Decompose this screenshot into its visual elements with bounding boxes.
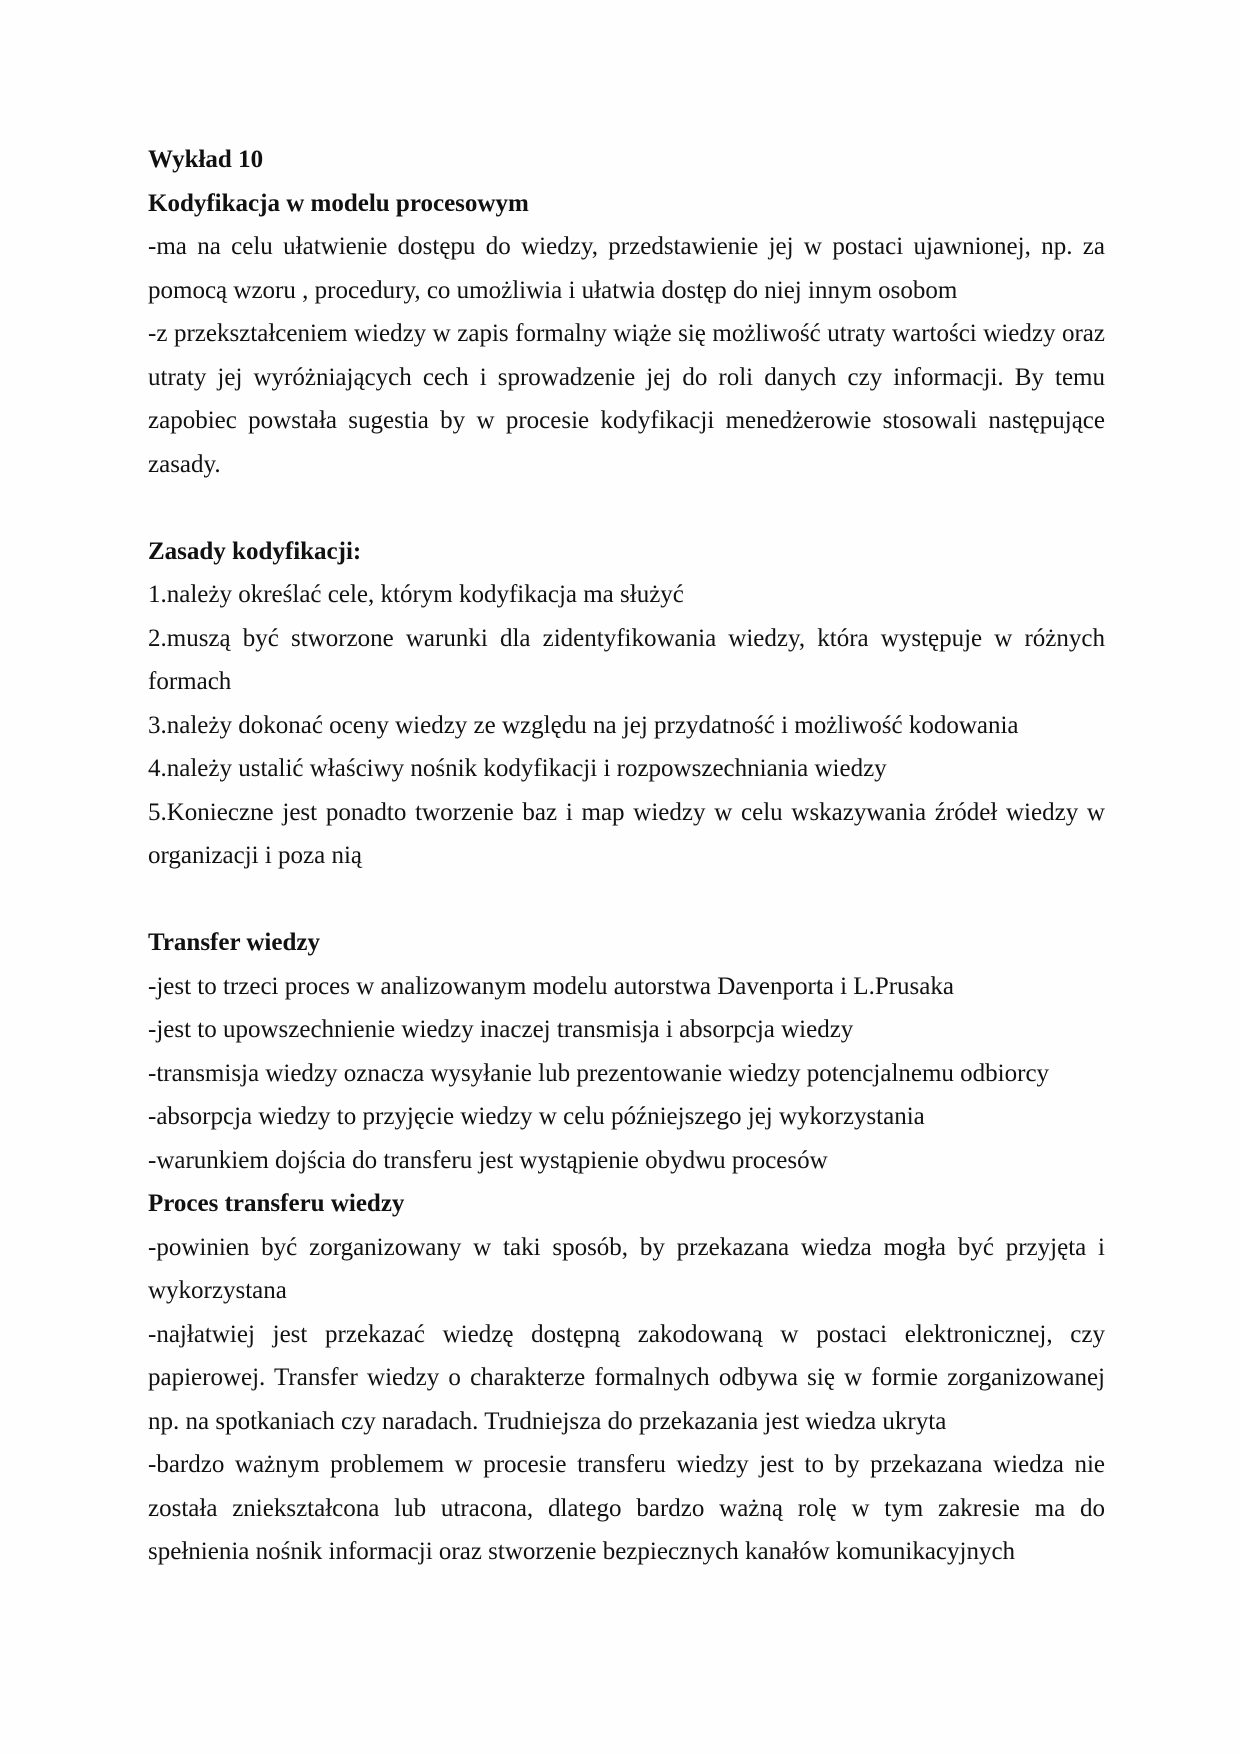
heading-kodyfikacja-w-modelu-procesowym: Kodyfikacja w modelu procesowym [148,189,529,217]
para-trzeci-proces: -jest to trzeci proces w analizowanym modelu autorstwa Davenporta i L.Prusaka [148,972,954,1000]
blank-line [148,878,1105,922]
para-cel-kodyfikacji: -ma na celu ułatwienie dostępu do wiedzy, przedstawienie jej w postaci ujawnionej, np. za pomocą wzoru , procedury, co umożliwia i ułatwia dostęp do niej innym osobom [148,233,1105,304]
list-item-zasada-1: 1.należy określać cele, którym kodyfikacja ma służyć [148,581,684,608]
para-najlatwiej-przekazac: -najłatwiej jest przekazać wiedzę dostępną zakodowaną w postaci elektronicznej, czy papierowej. Transfer wiedzy o charakterze formalnych odbywa się w formie zorganizowanej np. na spotkaniach czy naradach. Trudniejsza do przekazania jest wiedza ukryta [148,1320,1105,1435]
para-upowszechnienie: -jest to upowszechnienie wiedzy inaczej transmisja i absorpcja wiedzy [148,1016,854,1043]
list-item-zasada-2: 2.muszą być stworzone warunki dla zidentyfikowania wiedzy, która występuje w różnych formach [148,624,1105,695]
blank-line [148,486,1105,530]
heading-zasady-kodyfikacji: Zasady kodyfikacji: [148,537,362,565]
para-warunek-transferu: -warunkiem dojścia do transferu jest wystąpienie obydwu procesów [148,1146,828,1174]
para-absorpcja: -absorpcja wiedzy to przyjęcie wiedzy w celu późniejszego jej wykorzystania [148,1103,925,1130]
para-przeksztalcenie-wiedzy: -z przekształceniem wiedzy w zapis formalny wiąże się możliwość utraty wartości wiedzy oraz utraty jej wyróżniających cech i sprowadzenie jej do roli danych czy informacji. By temu zapobiec powstała sugestia by w procesie kodyfikacji menedżerowie stosowali następujące zasady. [148,320,1105,478]
heading-transfer-wiedzy: Transfer wiedzy [148,929,320,956]
list-item-zasada-4: 4.należy ustalić właściwy nośnik kodyfikacji i rozpowszechniania wiedzy [148,755,887,782]
para-transmisja: -transmisja wiedzy oznacza wysyłanie lub prezentowanie wiedzy potencjalnemu odbiorcy [148,1059,1050,1087]
para-organizacja-transferu: -powinien być zorganizowany w taki sposób, by przekazana wiedza mogła być przyjęta i wykorzystana [148,1233,1105,1304]
list-item-zasada-5: 5.Konieczne jest ponadto tworzenie baz i map wiedzy w celu wskazywania źródeł wiedzy w organizacji i poza nią [148,798,1105,869]
para-znieksztalcenie-wiedzy: -bardzo ważnym problemem w procesie transferu wiedzy jest to by przekazana wiedza nie została zniekształcona lub utracona, dlatego bardzo ważną rolę w tym zakresie ma do spełnienia nośnik informacji oraz stworzenie bezpiecznych kanałów komunikacyjnych [148,1451,1105,1565]
heading-proces-transferu-wiedzy: Proces transferu wiedzy [148,1190,405,1217]
list-item-zasada-3: 3.należy dokonać oceny wiedzy ze względu na jej przydatność i możliwość kodowania [148,711,1019,739]
lecture-title: Wykład 10 [148,146,264,173]
